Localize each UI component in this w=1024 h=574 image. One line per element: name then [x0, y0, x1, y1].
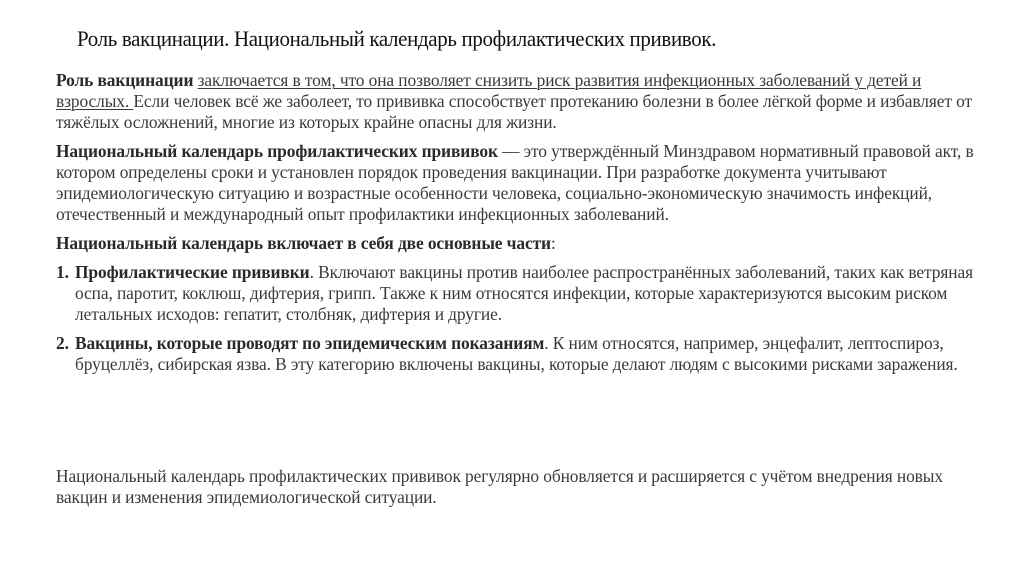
- list-item-term: Профилактические прививки: [75, 262, 310, 282]
- list-item: [56, 262, 976, 325]
- vaccination-role-term: Роль вакцинации: [56, 70, 194, 90]
- slide-content: [56, 70, 976, 383]
- national-calendar-definition: — это утверждённый Минздравом нормативный правовой акт, в котором определены сроки и установлен порядок проведения вакцинации. При разработке документа учитывают эпидемиологическую ситуацию и возрастные особенности человека, социально-экономическую значимость инфекций, отечественный и международный опыт профилактики инфекционных заболеваний.: [56, 141, 974, 224]
- list-item-text: . Включают вакцины против наиболее распространённых заболеваний, таких как ветряная оспа, паротит, коклюш, дифтерия, грипп. Также к ним относятся инфекции, которые характеризуются высоким риском летальных исходов: гепатит, столбняк, дифтерия и другие.: [75, 262, 973, 324]
- vaccination-role-paragraph: [56, 70, 976, 133]
- list-item: [56, 333, 976, 375]
- calendar-parts-list: [56, 262, 976, 375]
- vaccination-role-definition: заключается в том, что она позволяет снизить риск развития инфекционных заболеваний у детей и взрослых.: [56, 70, 922, 111]
- vaccination-role-detail: Если человек всё же заболеет, то прививка способствует протеканию болезни в более лёгкой форме и избавляет от тяжёлых осложнений, многие из которых крайне опасны для жизни.: [56, 91, 973, 132]
- list-item-text: . К ним относятся, например, энцефалит, лептоспироз, бруцеллёз, сибирская язва. В эту категорию включены вакцины, которые делают людям с высокими рисками заражения.: [75, 333, 958, 374]
- national-calendar-paragraph: [56, 141, 976, 225]
- slide-title: Роль вакцинации. Национальный календарь профилактических прививок.: [77, 26, 717, 51]
- national-calendar-term: Национальный календарь профилактических прививок: [56, 141, 498, 161]
- list-number: 1.: [56, 262, 69, 282]
- calendar-update-note: Национальный календарь профилактических прививок регулярно обновляется и расширяется с учётом внедрения новых вакцин и изменения эпидемиологической ситуации.: [56, 466, 943, 507]
- list-number: 2.: [56, 333, 69, 353]
- list-item-term: Вакцины, которые проводят по эпидемическим показаниям: [75, 333, 545, 353]
- calendar-parts-heading: Национальный календарь включает в себя две основные части:: [56, 233, 556, 253]
